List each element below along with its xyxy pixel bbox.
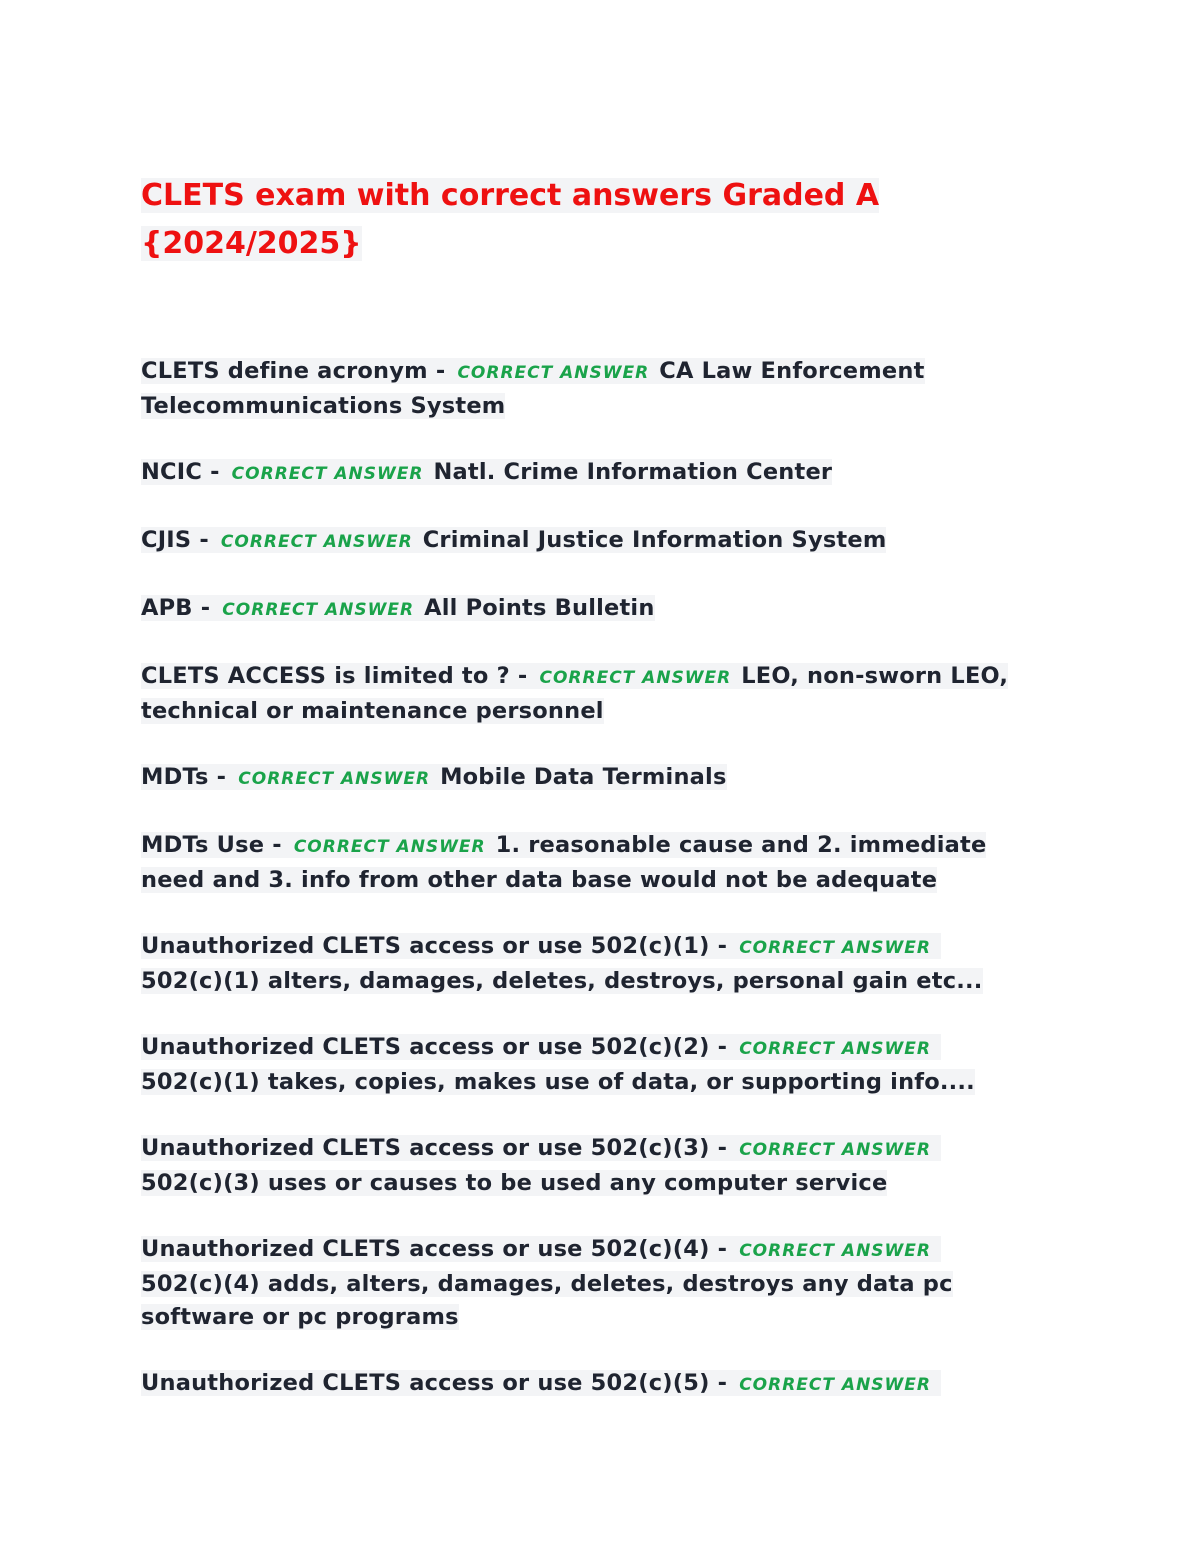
correct-answer-marker: CORRECT ANSWER — [293, 837, 486, 857]
question: Unauthorized CLETS access or use 502(c)(1) — [141, 933, 710, 959]
qa-item — [141, 456, 1041, 491]
answer: 502(c)(1) takes, copies, makes use of data, or supporting info.... — [141, 1069, 975, 1095]
question: NCIC — [141, 459, 203, 485]
separator: - — [717, 1236, 728, 1262]
question: Unauthorized CLETS access or use 502(c)(3) — [141, 1135, 710, 1161]
document-title — [141, 172, 1041, 268]
separator: - — [199, 527, 209, 553]
separator: - — [717, 1034, 728, 1060]
answer: 502(c)(4) adds, alters, damages, deletes, destroys any data pc software or pc programs — [141, 1271, 953, 1330]
question: MDTs Use — [141, 832, 265, 858]
answer: 1. reasonable cause and 2. immediate need and 3. info from other data base would not be adequate — [141, 832, 987, 893]
answer: LEO, non-sworn LEO, technical or maintenance personnel — [141, 663, 1009, 724]
correct-answer-marker: CORRECT ANSWER — [222, 600, 415, 620]
question: Unauthorized CLETS access or use 502(c)(2) — [141, 1034, 710, 1060]
separator: - — [717, 1135, 728, 1161]
question: CLETS define acronym — [141, 358, 428, 384]
separator: - — [200, 595, 211, 621]
answer: All Points Bulletin — [424, 595, 655, 621]
question: MDTs — [141, 764, 209, 790]
answer: 502(c)(3) uses or causes to be used any computer service — [141, 1170, 888, 1196]
separator: - — [272, 832, 282, 858]
separator: - — [435, 358, 446, 384]
correct-answer-marker: CORRECT ANSWER — [739, 1140, 931, 1160]
correct-answer-marker: CORRECT ANSWER — [220, 532, 413, 552]
answer: Natl. Crime Information Center — [433, 459, 833, 485]
correct-answer-marker: CORRECT ANSWER — [739, 1375, 931, 1395]
qa-item — [141, 660, 1041, 728]
answer: CA Law Enforcement Telecommunications System — [141, 358, 925, 419]
correct-answer-marker: CORRECT ANSWER — [539, 668, 732, 688]
qa-item — [141, 1031, 1041, 1099]
question: CLETS ACCESS is limited to ? — [141, 663, 510, 689]
answer: Mobile Data Terminals — [440, 764, 727, 790]
qa-list — [141, 355, 1041, 1402]
correct-answer-marker: CORRECT ANSWER — [739, 1241, 931, 1261]
separator: - — [210, 459, 220, 485]
correct-answer-marker: CORRECT ANSWER — [238, 769, 431, 789]
document-page — [141, 172, 1041, 1435]
qa-item — [141, 1132, 1041, 1200]
answer: 502(c)(1) alters, damages, deletes, destroys, personal gain etc... — [141, 968, 983, 994]
qa-item — [141, 592, 1041, 627]
qa-item — [141, 1367, 1041, 1402]
question: Unauthorized CLETS access or use 502(c)(4) — [141, 1236, 710, 1262]
separator: - — [717, 1370, 728, 1396]
qa-item — [141, 761, 1041, 796]
correct-answer-marker: CORRECT ANSWER — [231, 464, 424, 484]
correct-answer-marker: CORRECT ANSWER — [457, 363, 650, 383]
title-line-2: {2024/2025} — [141, 226, 362, 261]
separator: - — [717, 933, 728, 959]
qa-item — [141, 355, 1041, 423]
separator: - — [216, 764, 227, 790]
title-line-1: CLETS exam with correct answers Graded A — [141, 178, 880, 213]
qa-item — [141, 524, 1041, 559]
question: APB — [141, 595, 193, 621]
qa-item — [141, 1233, 1041, 1334]
qa-item — [141, 930, 1041, 998]
answer: Criminal Justice Information System — [422, 527, 887, 553]
qa-item — [141, 829, 1041, 897]
correct-answer-marker: CORRECT ANSWER — [739, 1039, 931, 1059]
question: CJIS — [141, 527, 192, 553]
separator: - — [517, 663, 528, 689]
question: Unauthorized CLETS access or use 502(c)(5) — [141, 1370, 710, 1396]
correct-answer-marker: CORRECT ANSWER — [739, 938, 931, 958]
